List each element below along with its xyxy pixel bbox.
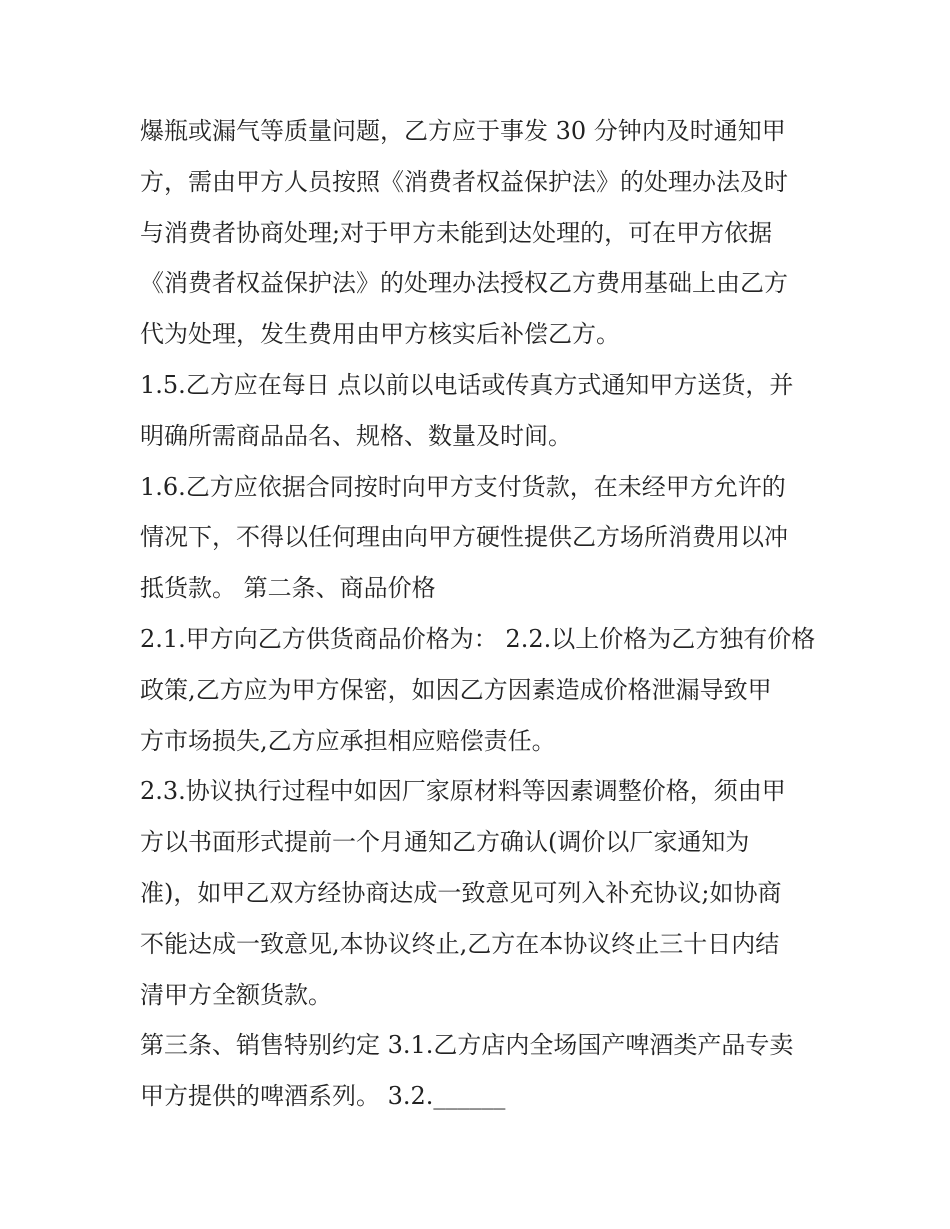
text-line-17: 不能达成一致意见,本协议终止,乙方在本协议终止三十日内结	[140, 929, 780, 958]
text-line-7: 明确所需商品品名、规格、数量及时间。	[140, 421, 572, 450]
text-line-8: 1.6.乙方应依据合同按时向甲方支付货款，在未经甲方允许的	[140, 472, 786, 501]
text-line-5: 代为处理，发生费用由甲方核实后补偿乙方。	[140, 320, 620, 349]
text-line-15: 方以书面形式提前一个月通知乙方确认(调价以厂家通知为	[140, 828, 750, 857]
text-line-3: 与消费者协商处理;对于甲方未能到达处理的，可在甲方依据	[140, 218, 773, 247]
text-line-11: 2.1.甲方向乙方供货商品价格为： 2.2.以上价格为乙方独有价格	[140, 624, 816, 653]
text-line-1: 爆瓶或漏气等质量问题，乙方应于事发 30 分钟内及时通知甲	[140, 117, 786, 145]
text-line-2: 方，需由甲方人员按照《消费者权益保护法》的处理办法及时	[140, 167, 788, 196]
text-line-13: 方市场损失,乙方应承担相应赔偿责任。	[140, 726, 556, 755]
text-line-6: 1.5.乙方应在每日 点以前以电话或传真方式通知甲方送货，并	[140, 370, 794, 399]
text-line-12: 政策,乙方应为甲方保密，如因乙方因素造成价格泄漏导致甲	[140, 675, 772, 704]
text-line-14: 2.3.协议执行过程中如因厂家原材料等因素调整价格，须由甲	[140, 777, 786, 806]
text-line-19: 第三条、销售特别约定 3.1.乙方店内全场国产啤酒类产品专卖	[140, 1031, 794, 1060]
text-line-18: 清甲方全额货款。	[140, 980, 332, 1009]
text-line-16: 准)，如甲乙双方经协商达成一致意见可列入补充协议;如协商	[140, 878, 782, 907]
text-line-10: 抵货款。 第二条、商品价格	[140, 574, 436, 603]
text-line-4: 《消费者权益保护法》的处理办法授权乙方费用基础上由乙方	[140, 269, 788, 298]
contract-text	[140, 106, 830, 1122]
text-line-20: 甲方提供的啤酒系列。 3.2.______	[140, 1082, 506, 1111]
text-line-9: 情况下，不得以任何理由向甲方硬性提供乙方场所消费用以冲	[140, 523, 788, 552]
